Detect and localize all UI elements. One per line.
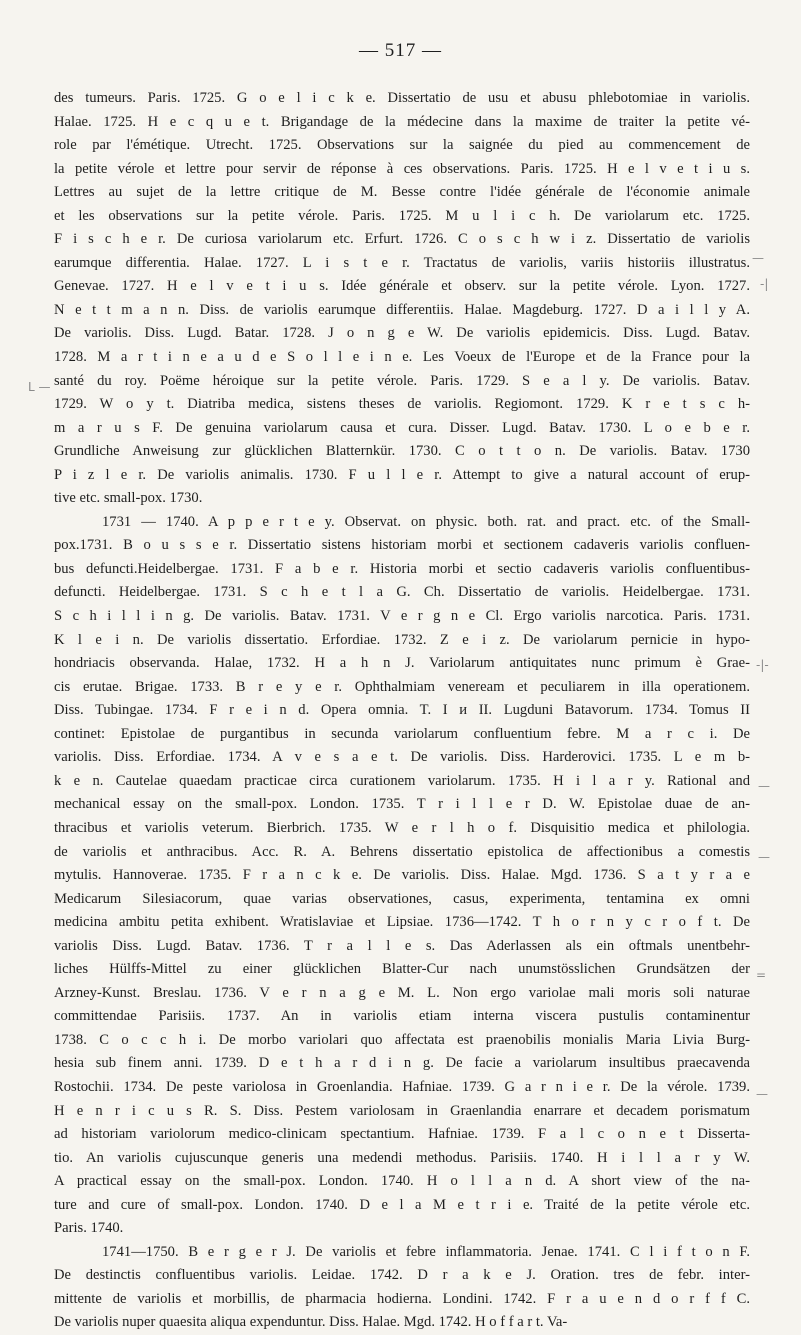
text-line: committendae Parisiis. 1737. An in variolis etiam interna viscera pustulis contaminentur	[54, 1008, 750, 1025]
margin-mark: —	[756, 1087, 768, 1101]
text-line: role par l'émétique. Utrecht. 1725. Observations sur la saignée du pied au commencement de	[54, 137, 750, 154]
margin-mark: -|-	[756, 658, 769, 672]
text-line: variolis Diss. Lugd. Batav. 1736. T r a l l e s. Das Aderlassen als ein oftmals unentbehr-	[54, 937, 750, 954]
text-line: continet: Epistolae de purgantibus in secunda variolarum confluentium febre. M a r c i. De	[54, 725, 750, 742]
text-line: S c h i l l i n g. De variolis. Batav. 1731. V e r g n e Cl. Ergo variolis narcotica. Paris. 1731.	[54, 608, 750, 625]
text-line: variolis. Diss. Erfordiae. 1734. A v e s a e t. De variolis. Diss. Harderovici. 1735. L e m b-	[54, 749, 750, 766]
text-line: F i s c h e r. De curiosa variolarum etc. Erfurt. 1726. C o s c h w i z. Dissertatio de variolis	[54, 231, 750, 248]
text-line: hondriacis observanda. Halae, 1732. H a h n J. Variolarum antiquitates nunc primum è Grae-	[54, 655, 750, 672]
text-line: k e n. Cautelae quaedam practicae circa curationem variolarum. 1735. H i l a r y. Rational and	[54, 772, 750, 789]
text-line: De variolis. Diss. Lugd. Batar. 1728. J o n g e W. De variolis epidemicis. Diss. Lugd. Batav.	[54, 325, 750, 342]
text-line: Lettres au sujet de la lettre critique de M. Besse contre l'idée générale de l'économie animale	[54, 184, 750, 201]
text-line: et les observations sur la petite vérole. Paris. 1725. M u l i c h. De variolarum etc. 1725.	[54, 207, 750, 224]
text-line: santé du roy. Poëme héroique sur la petite vérole. Paris. 1729. S e a l y. De variolis. Batav.	[54, 372, 750, 389]
text-line: mytulis. Hannoverae. 1735. F r a n c k e. De variolis. Diss. Halae. Mgd. 1736. S a t y r a e	[54, 867, 750, 884]
text-line: 1728. M a r t i n e a u d e S o l l e i n e. Les Voeux de l'Europe et de la France pour la	[54, 349, 750, 366]
margin-mark: —	[758, 779, 770, 793]
margin-mark: L —	[28, 380, 51, 394]
text-line: Paris. 1740.	[54, 1220, 124, 1237]
text-line: 1738. C o c c h i. De morbo variolari quo affectata est praenobilis monialis Maria Livia Burg-	[54, 1031, 750, 1048]
paragraph	[54, 1241, 750, 1335]
text-line: Rostochii. 1734. De peste variolosa in Groenlandia. Hafniae. 1739. G a r n i e r. De la vérole. 1739.	[54, 1078, 750, 1095]
text-line: ture and cure of small-pox. London. 1740. D e l a M e t r i e. Traité de la petite vérole etc.	[54, 1196, 750, 1213]
body-text	[54, 87, 750, 1335]
page-number: — 517 —	[359, 40, 442, 61]
text-line: tio. An variolis cujuscunque generis una medendi methodus. Parisiis. 1740. H i l l a r y W.	[54, 1149, 750, 1166]
text-line: de variolis et anthracibus. Acc. R. A. Behrens dissertatio epistolica de affectionibus a comestis	[54, 843, 750, 860]
text-line: mittente de variolis et morbillis, de pharmacia hodierna. Londini. 1742. F r a u e n d o r f f C.	[54, 1290, 750, 1307]
text-line: H e n r i c u s R. S. Diss. Pestem variolosam in Graenlandia enarrare et decadem porismatum	[54, 1102, 750, 1119]
text-line: des tumeurs. Paris. 1725. G o e l i c k e. Dissertatio de usu et abusu phlebotomiae in variolis.	[54, 90, 750, 106]
text-line: De destinctis confluentibus variolis. Leidae. 1742. D r a k e J. Oration. tres de febr. inter-	[54, 1267, 750, 1284]
text-line: defuncti. Heidelbergae. 1731. S c h e t l a G. Ch. Dissertatio de variolis. Heidelbergae. 1731.	[54, 584, 750, 601]
margin-mark: -|	[760, 277, 769, 291]
text-line: bus defuncti.Heidelbergae. 1731. F a b e r. Historia morbi et sectio cadaveris variolis confluentibus-	[54, 560, 750, 577]
margin-mark: —	[758, 850, 770, 864]
margin-mark: —	[752, 251, 764, 265]
text-line: tive etc. small-pox. 1730.	[54, 490, 203, 507]
margin-mark: =	[756, 968, 767, 982]
text-line: la petite vérole et lettre pour servir de réponse à ces observations. Paris. 1725. H e l v e t i u s.	[54, 160, 750, 177]
text-line: cis erutae. Brigae. 1733. B r e y e r. Ophthalmiam veneream et peculiarem in illa operationem.	[54, 678, 750, 695]
text-line: mechanical essay on the small-pox. London. 1735. T r i l l e r D. W. Epistolae duae de an-	[54, 796, 750, 813]
text-line: earumque differentia. Halae. 1727. L i s t e r. Tractatus de variolis, variis historiis illustratus.	[54, 254, 750, 271]
text-line: thracibus et variolis veterum. Bierbrich. 1735. W e r l h o f. Disquisitio medica et philologia.	[54, 819, 750, 836]
text-line: Medicarum Silesiacorum, quae varias observationes, casus, experimenta, tentamina ex omni	[54, 890, 750, 907]
text-line: Halae. 1725. H e c q u e t. Brigandage de la médecine dans la maxime de traiter la petite vé-	[54, 113, 750, 130]
text-line: De variolis nuper quaesita aliqua expenduntur. Diss. Halae. Mgd. 1742. H o f f a r t. Va-	[54, 1314, 568, 1331]
text-line: N e t t m a n n. Diss. de variolis earumque differentiis. Halae. Magdeburg. 1727. D a i l l y A.	[54, 301, 750, 318]
text-line: hesia sub finem anni. 1739. D e t h a r d i n g. De facie a variolarum insultibus praecavenda	[54, 1055, 750, 1072]
text-line: ad historiam variolorum medico-clinicam spectantium. Hafniae. 1739. F a l c o n e t Disserta-	[54, 1126, 750, 1143]
text-line: 1741—1750. B e r g e r J. De variolis et febre inflammatoria. Jenae. 1741. C l i f t o n F.	[102, 1243, 750, 1260]
paragraph	[54, 511, 750, 1241]
text-line: A practical essay on the small-pox. London. 1740. H o l l a n d. A short view of the na-	[54, 1173, 750, 1190]
text-line: Diss. Tubingae. 1734. F r e i n d. Opera omnia. T. I и II. Lugduni Batavorum. 1734. Tomus II	[54, 702, 750, 719]
text-line: Genevae. 1727. H e l v e t i u s. Idée générale et observ. sur la petite vérole. Lyon. 1727.	[54, 278, 750, 295]
text-line: medicina ambitu petita exhibent. Wratislaviae et Lipsiae. 1736—1742. T h o r n y c r o f t. De	[54, 914, 750, 931]
text-line: 1729. W o y t. Diatriba medica, sistens theses de variolis. Regiomont. 1729. K r e t s c h-	[54, 396, 750, 413]
paragraph	[54, 87, 750, 511]
text-line: Arzney-Kunst. Breslau. 1736. V e r n a g e M. L. Non ergo variolae mali moris soli naturae	[54, 984, 750, 1001]
text-line: pox.1731. B o u s s e r. Dissertatio sistens historiam morbi et sectionem cadaveris variolis confluen-	[54, 537, 750, 554]
text-line: K l e i n. De variolis dissertatio. Erfordiae. 1732. Z e i z. De variolarum pernicie in hypo-	[54, 631, 750, 648]
text-line: m a r u s F. De genuina variolarum causa et cura. Disser. Lugd. Batav. 1730. L o e b e r.	[54, 419, 750, 436]
text-line: P i z l e r. De variolis animalis. 1730. F u l l e r. Attempt to give a natural account of erup-	[54, 466, 750, 483]
text-line: liches Hülffs-Mittel zu einer glücklichen Blatter-Cur nach unumstösslichen Grundsätzen der	[54, 961, 750, 978]
text-line: Grundliche Anweisung zur glücklichen Blatternkür. 1730. C o t t o n. De variolis. Batav. 1730	[54, 443, 750, 460]
text-line: 1731 — 1740. A p p e r t e y. Observat. on physic. both. rat. and pract. etc. of the Small-	[102, 513, 750, 530]
